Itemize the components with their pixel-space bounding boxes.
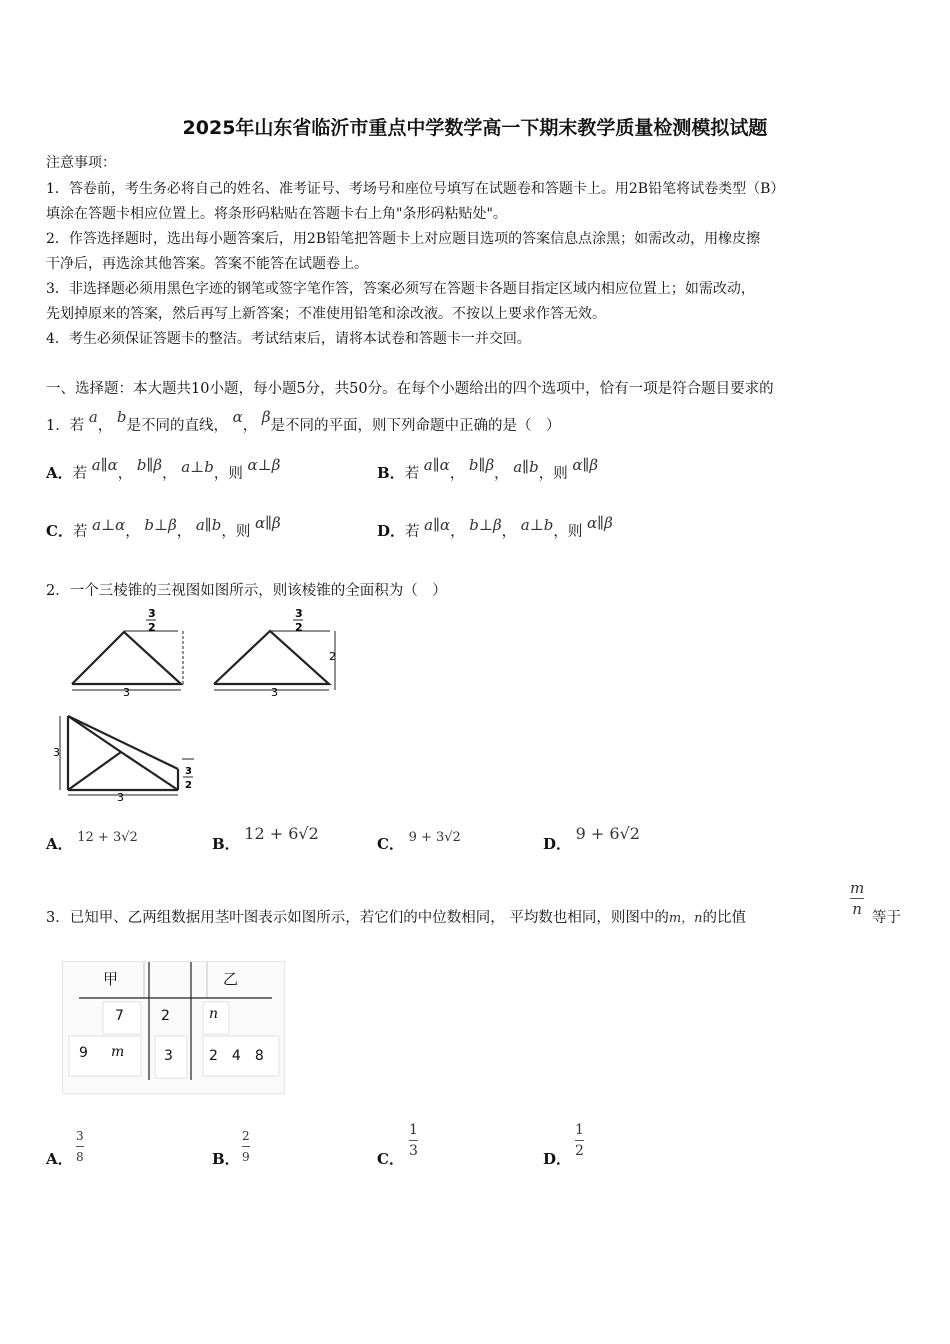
notes-heading: 注意事项： [46,155,116,171]
conclusion: α⊥β [247,456,281,474]
option-label: B． [212,1150,240,1168]
leaf-left-r1: 7 [115,1008,124,1024]
top-width-label: 3 [117,791,124,804]
frac-den: 2 [575,1143,584,1159]
top-view [68,716,178,790]
q3-text: 的比值 [702,910,747,926]
stem-r2: 3 [164,1048,173,1064]
note-line: 先划掉原来的答案，然后再写上新答案；不准使用铅笔和涂改液。不按以上要求作答无效。 [46,306,606,322]
frac-bar [242,1146,250,1147]
right-group-head: 乙 [223,970,239,988]
q1-option-b[interactable]: B．若 a∥α， b∥β， a∥b，则 α∥β [377,456,599,482]
q3-frac-den: n [852,900,862,918]
left-group-head: 甲 [103,970,119,988]
q1-stem [46,408,561,435]
q1-text: 是不同的直线， [126,418,229,434]
condition: a∥α [424,516,451,534]
q1-var-b: b [116,408,127,426]
q3-tail: 等于 [872,910,901,926]
front-width-label: 3 [123,686,130,699]
frac-num: 3 [76,1129,84,1143]
q1-text: 是不同的平面，则下列命题中正确的是（ ） [270,418,561,434]
option-text: ，则 [538,466,568,482]
q1-var-a: a [88,408,98,426]
conclusion: α∥β [572,456,599,474]
option-expr: 12 + 6√2 [244,824,319,843]
frac-num: 1 [575,1122,584,1138]
option-label: A． [46,1150,73,1168]
q2-option-b[interactable] [212,824,319,854]
option-label: A． [46,464,73,482]
condition: a∥b [513,458,539,476]
top-diag-4 [121,752,178,790]
side-view-triangle [214,631,329,684]
leaf-left-r2a: 9 [79,1045,88,1061]
leaf-right-r1: n [209,1006,219,1022]
option-label: D． [543,1150,572,1168]
top-height-label: 3 [53,746,60,759]
frac-num: 2 [242,1129,250,1143]
option-label: C． [377,1150,404,1168]
option-text: ，则 [553,524,583,540]
option-label: C． [377,835,404,853]
front-half-num: 3 [148,607,156,620]
page-title: 2025年山东省临沂市重点中学数学高一下期末教学质量检测模拟试题 [182,117,768,139]
front-half-den: 2 [148,621,156,634]
side-height-label: 2 [329,650,336,663]
top-diag-1 [68,716,121,752]
frac-bar [409,1140,418,1141]
three-view-figure [46,604,346,804]
condition: b∥β [468,456,495,474]
front-view [72,631,183,684]
condition: a∥α [91,456,118,474]
option-fraction [242,1128,250,1165]
q1-option-d[interactable]: D．若 a∥α， b⊥β， a⊥b，则 α∥β [377,514,613,540]
option-text: 若 [72,466,88,482]
top-diag-3 [68,716,178,769]
frac-den: 9 [242,1150,250,1164]
option-text: ，则 [221,524,251,540]
option-label: A． [46,835,73,853]
q3-fraction [850,880,864,917]
q1-option-c[interactable]: C．若 a⊥α， b⊥β， a∥b，则 α∥β [46,514,281,540]
q3-text: 3．已知甲、乙两组数据用茎叶图表示如图所示，若它们的中位数相同， 平均数也相同，则图中的 [46,910,669,926]
option-expr: 9 + 6√2 [575,824,640,843]
note-line: 填涂在答题卡相应位置上。将条形码粘贴在答题卡右上角"条形码粘贴处"。 [46,206,507,222]
condition: a⊥b [181,458,214,476]
side-view [214,631,335,690]
condition: a⊥α [92,516,126,534]
q1-comma: ， [97,418,113,434]
side-width-label: 3 [271,686,278,699]
q2-stem: 2．一个三棱锥的三视图如图所示，则该棱锥的全面积为（ ） [46,583,447,599]
frac-bar [575,1140,584,1141]
conclusion: α∥β [587,514,613,532]
note-line: 3．非选择题必须用黑色字迹的钢笔或签字笔作答，答案必须写在答题卡各题目指定区域内相应位置上；如需改动， [46,281,755,297]
frac-den: 3 [409,1143,418,1159]
option-text: 若 [404,466,420,482]
front-view-triangle [72,632,181,684]
option-expr: 9 + 3√2 [408,830,461,845]
stem-leaf-plot [62,961,285,1094]
option-text: ，则 [213,466,243,482]
option-text: 若 [405,524,420,540]
condition: a⊥b [520,516,554,534]
option-label: B． [377,464,405,482]
option-fraction [76,1128,84,1165]
note-line: 1．答卷前，考生务必将自己的姓名、准考证号、考场号和座位号填写在试题卷和答题卡上。用2B铅笔将试卷类型（B） [46,181,785,197]
option-label: C． [46,522,73,540]
condition: b⊥β [144,516,177,534]
note-line: 干净后，再选涂其他答案。答案不能答在试题卷上。 [46,256,368,272]
frac-den: 8 [76,1150,84,1164]
note-line: 2．作答选择题时，选出每小题答案后，用2B铅笔把答题卡上对应题目选项的答案信息点涂黑；如需改动，用橡皮擦 [46,231,761,247]
q1-text: 若 [69,418,85,434]
condition: b⊥β [469,516,502,534]
option-expr: 12 + 3√2 [77,830,138,845]
q2-option-d[interactable] [543,824,640,854]
note-line: 4．考生必须保证答题卡的整洁。考试结束后，请将本试卷和答题卡一并交回。 [46,331,531,347]
conclusion: α∥β [254,514,281,532]
q1-number: 1． [46,418,70,434]
option-label: D． [377,522,406,540]
stem-leaf-lines [63,962,284,1093]
stem-r1: 2 [161,1008,170,1024]
option-fraction [575,1122,584,1159]
option-label: D． [543,835,572,853]
q3-vars: m，n [668,911,703,926]
leaf-right-r2: 2 4 8 [209,1048,264,1064]
condition: a∥b [195,516,222,534]
side-half-num: 3 [295,607,303,620]
q2-option-c[interactable] [377,830,461,854]
q2-option-a[interactable] [46,830,138,854]
leaf-left-r2b: m [111,1044,125,1060]
q3-frac-num: m [850,879,865,897]
q3-frac-bar [850,898,864,899]
frac-num: 1 [409,1122,418,1138]
q1-option-a[interactable]: A．若 a∥α， b∥β， a⊥b，则 α⊥β [46,456,281,482]
top-half-num: 3 [185,766,192,777]
side-half-den: 2 [295,621,303,634]
q1-comma: ， [242,418,258,434]
frac-bar [76,1146,84,1147]
option-text: 若 [72,524,88,540]
condition: b∥β [136,456,163,474]
q3-stem [46,906,746,927]
condition: a∥α [423,456,450,474]
section-heading: 一、选择题：本大题共10小题，每小题5分，共50分。在每个小题给出的四个选项中，恰有一项是符合题目要求的 [46,381,774,397]
option-fraction [409,1122,418,1159]
top-half-den: 2 [185,780,192,791]
q1-var-alpha: α [232,408,243,426]
top-diag-2 [68,752,121,790]
option-label: B． [212,835,240,853]
q1-var-beta: β [261,408,271,426]
